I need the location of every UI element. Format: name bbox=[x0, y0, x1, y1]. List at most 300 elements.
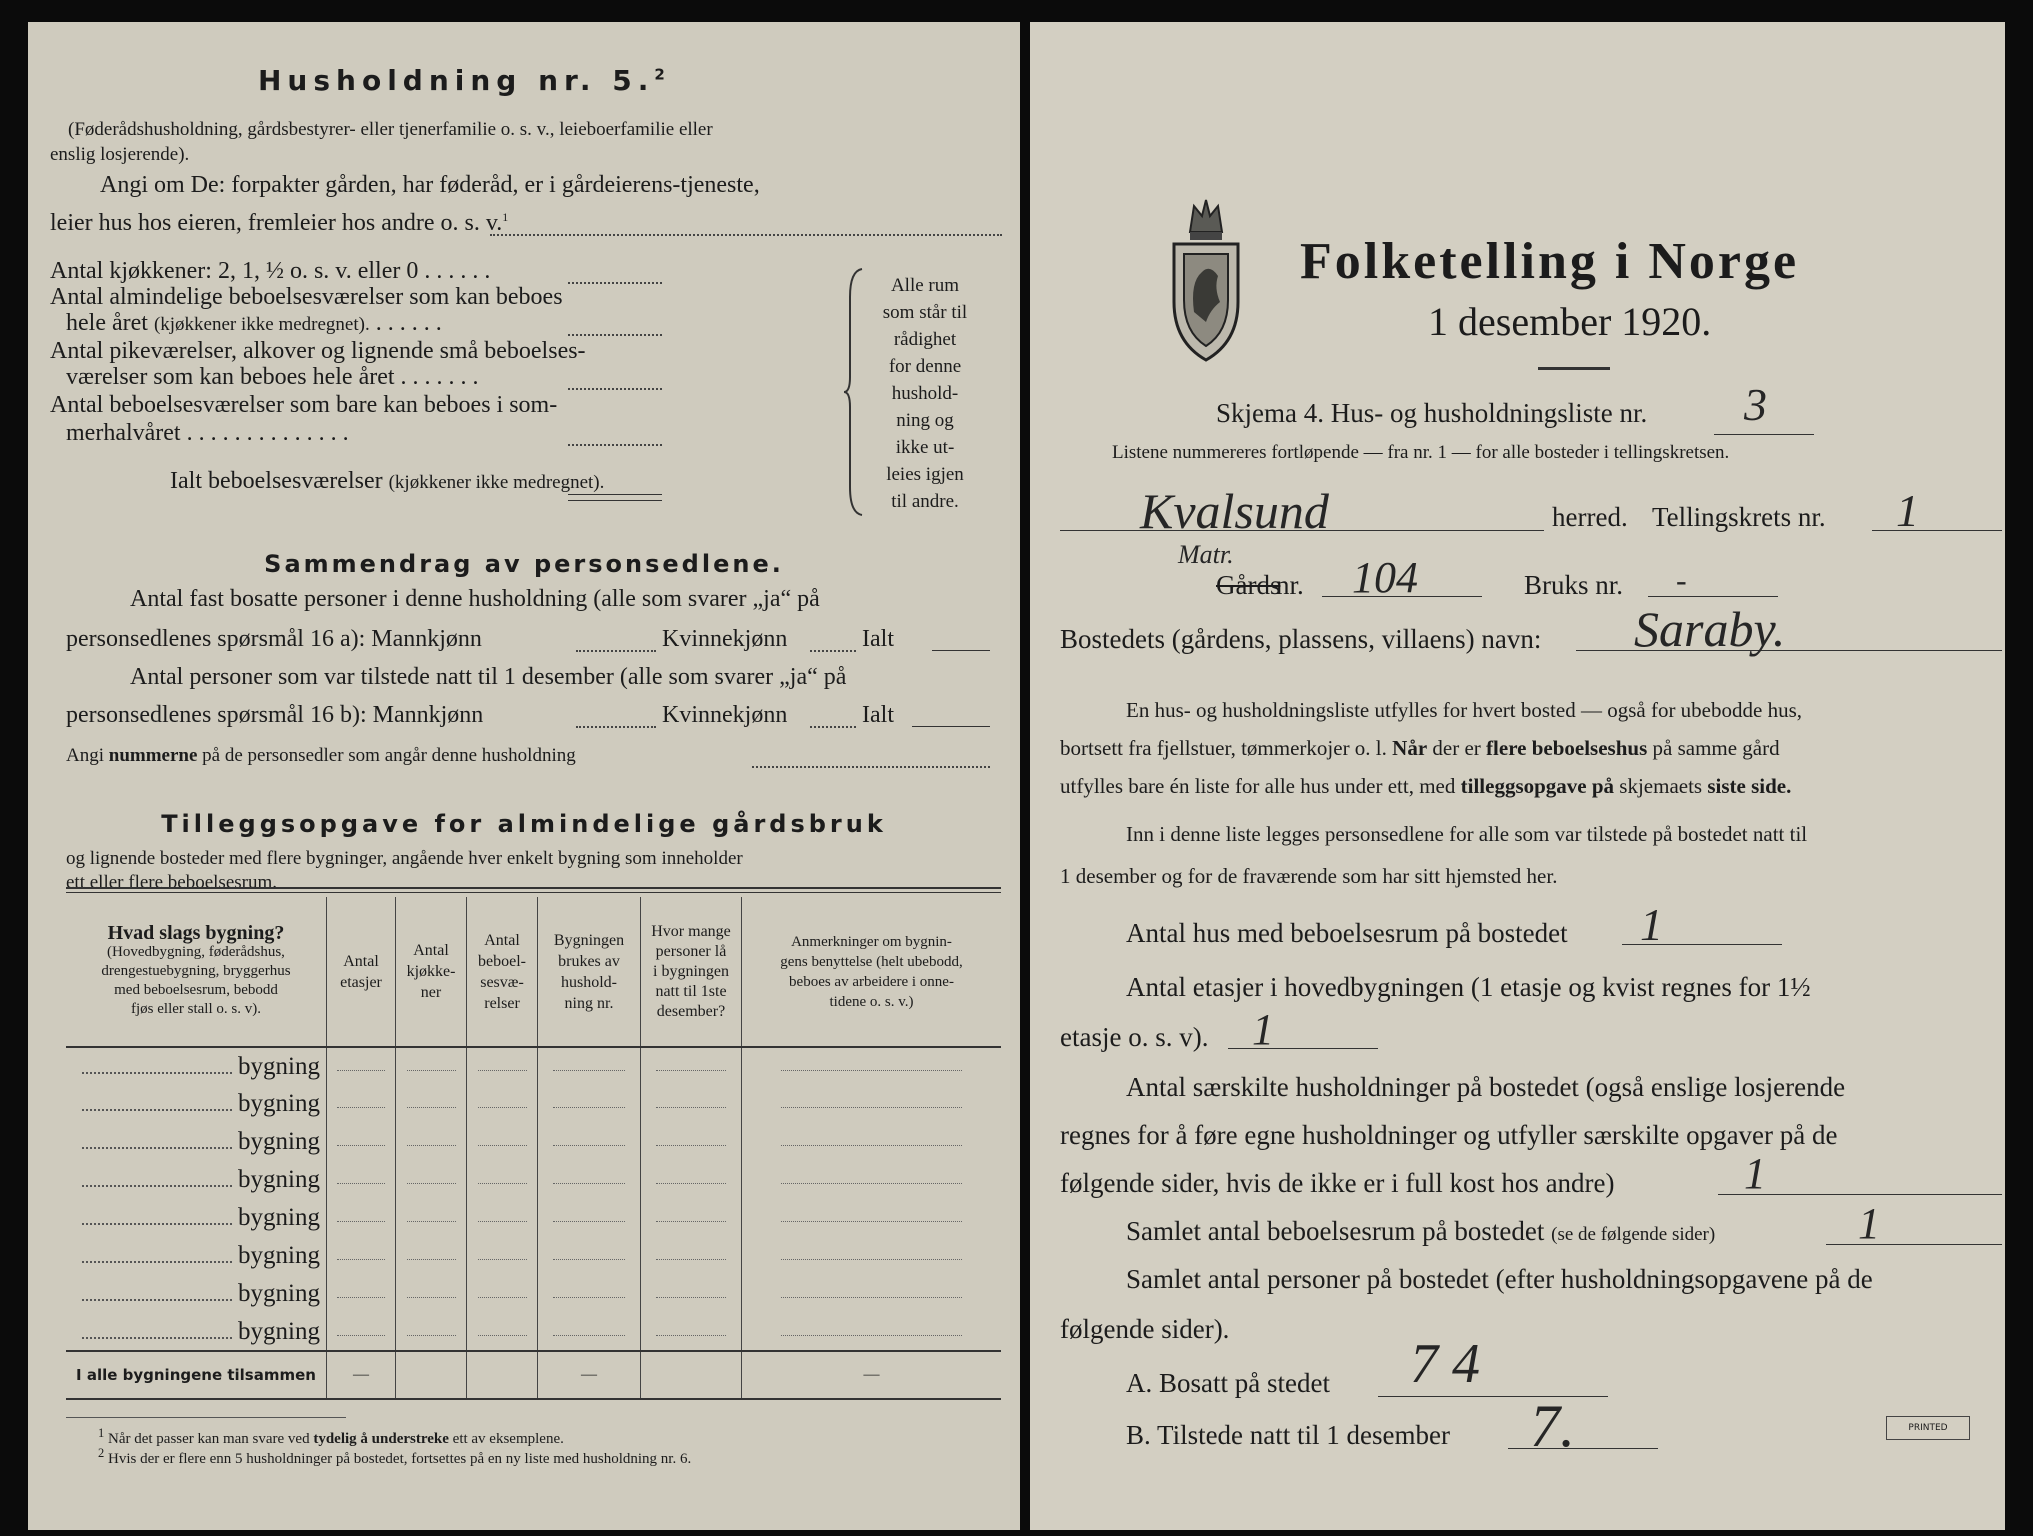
cell-field bbox=[478, 1183, 527, 1184]
table-top-rule bbox=[66, 887, 1001, 889]
floors-cell[interactable] bbox=[327, 1199, 396, 1237]
table-row bbox=[66, 1123, 1001, 1161]
household-cell[interactable] bbox=[538, 1275, 641, 1313]
list-number-value: 3 bbox=[1744, 379, 1767, 430]
col-rooms-line: beboel- bbox=[478, 952, 526, 970]
cell-field bbox=[656, 1183, 726, 1184]
building-type-field[interactable] bbox=[82, 1299, 232, 1301]
footnote-1-post: ett av eksemplene. bbox=[448, 1431, 564, 1447]
col-persons-line: i bygningen bbox=[653, 962, 729, 980]
floors-cell[interactable] bbox=[327, 1161, 396, 1199]
brace-note-line: for denne bbox=[888, 356, 962, 377]
brace-note-line: ning og bbox=[896, 410, 954, 431]
building-type-field[interactable] bbox=[82, 1337, 232, 1339]
angi-line-2 bbox=[50, 210, 508, 237]
cell-field bbox=[478, 1297, 527, 1298]
cell-field bbox=[337, 1297, 385, 1298]
total-rooms[interactable] bbox=[467, 1351, 538, 1399]
summary-present-1: Antal personer som var tilstede natt til 1 desember (alle som svarer „ja“ på bbox=[130, 664, 847, 690]
instr1-line3-mid: skjemaets bbox=[1614, 774, 1708, 798]
table-top-rule-2 bbox=[66, 892, 1001, 893]
cell-field bbox=[553, 1070, 624, 1071]
rooms-total-small: (kjøkkener ikke medregnet). bbox=[388, 472, 605, 493]
rooms-summer-1: Antal beboelsesværelser som bare kan beboes i som- bbox=[50, 392, 558, 418]
household-cell[interactable] bbox=[538, 1123, 641, 1161]
bygning-label: bygning bbox=[238, 1090, 320, 1117]
table-row bbox=[66, 1275, 1001, 1313]
kitchens-cell[interactable] bbox=[396, 1237, 467, 1275]
persons-cell[interactable] bbox=[641, 1313, 742, 1351]
cell-field bbox=[478, 1145, 527, 1146]
total-household[interactable]: — bbox=[538, 1351, 641, 1399]
building-type-field[interactable] bbox=[82, 1261, 232, 1263]
household-cell[interactable] bbox=[538, 1199, 641, 1237]
census-date: 1 desember 1920. bbox=[1428, 299, 1712, 344]
bosted-value: Saraby. bbox=[1634, 601, 1786, 657]
rooms-ordinary-2-dots: . . . . . . bbox=[375, 310, 442, 336]
title-rule bbox=[1538, 367, 1610, 370]
col-household-line: ning nr. bbox=[564, 994, 614, 1012]
household-cell[interactable] bbox=[538, 1313, 641, 1351]
cell-field bbox=[553, 1259, 624, 1260]
gards-struck-label: Gårds bbox=[1216, 570, 1281, 600]
tillegg-heading: Tilleggsopgave for almindelige gårdsbruk bbox=[161, 810, 887, 838]
col-persons-line: Hvor mange bbox=[651, 922, 731, 940]
summer-rooms-field[interactable] bbox=[568, 444, 662, 446]
cell-field bbox=[478, 1221, 527, 1222]
rooms-cell[interactable] bbox=[467, 1275, 538, 1313]
col-persons bbox=[641, 897, 742, 1047]
q-etasjer-field[interactable] bbox=[1228, 1048, 1378, 1049]
rooms-summer-2: merhalvåret . . . . . . . . . . . . . . bbox=[66, 420, 349, 446]
cell-field bbox=[407, 1335, 456, 1336]
col-persons-line: personer lå bbox=[655, 942, 727, 960]
bruks-value: - bbox=[1676, 562, 1687, 598]
cell-field bbox=[553, 1335, 624, 1336]
rooms-ordinary-2 bbox=[66, 310, 442, 337]
rooms-cell[interactable] bbox=[467, 1085, 538, 1123]
kitchens-cell[interactable] bbox=[396, 1085, 467, 1123]
col-remarks-line: tidene o. s. v.) bbox=[829, 993, 914, 1010]
footnote-2-num: 2 bbox=[98, 1446, 105, 1460]
summary-angi-post: på de personsedler som angår denne husholdning bbox=[197, 745, 576, 766]
col-household-line: Bygningen bbox=[553, 931, 625, 949]
a-label: A. Bosatt på stedet bbox=[1126, 1368, 1330, 1398]
cell-field bbox=[337, 1107, 385, 1108]
instr1-line2-pre: bortsett fra fjellstuer, tømmerkojer o. l. bbox=[1060, 736, 1393, 760]
summary-fast-kvinne: Kvinnekjønn bbox=[662, 626, 788, 652]
cell-field bbox=[656, 1107, 726, 1108]
remarks-cell[interactable] bbox=[742, 1313, 1002, 1351]
cell-field bbox=[407, 1297, 456, 1298]
floors-cell[interactable] bbox=[327, 1237, 396, 1275]
summary-fast-1: Antal fast bosatte personer i denne husholdning (alle som svarer „ja“ på bbox=[130, 586, 820, 612]
cell-field bbox=[656, 1297, 726, 1298]
col-kitchens-line: Antal bbox=[413, 942, 449, 959]
instr1-line3 bbox=[1060, 774, 1791, 799]
gards-nr-label: nr. bbox=[1276, 570, 1304, 600]
footnote-2-text: Hvis der er flere enn 5 husholdninger på bostedet, fortsettes på en ny liste med husholdning nr. 6. bbox=[108, 1451, 692, 1467]
buildings-table bbox=[66, 897, 1001, 1400]
q-hus-value: 1 bbox=[1640, 899, 1663, 950]
household-subtitle-2: enslig losjerende). bbox=[50, 144, 190, 165]
instr1-line3-bold2: siste side. bbox=[1707, 774, 1792, 798]
cell-field bbox=[407, 1183, 456, 1184]
building-type-field[interactable] bbox=[82, 1147, 232, 1149]
q-hus-label: Antal hus med beboelsesrum på bostedet bbox=[1126, 918, 1568, 948]
coat-of-arms-icon bbox=[1170, 192, 1242, 364]
table-row bbox=[66, 1237, 1001, 1275]
cell-field bbox=[553, 1183, 624, 1184]
list-number-field[interactable] bbox=[1714, 434, 1814, 435]
fast-women-field[interactable] bbox=[810, 650, 856, 652]
instr1-line2-post: på samme gård bbox=[1647, 736, 1780, 760]
brace-icon bbox=[842, 267, 868, 517]
col-kitchens-line: kjøkke- bbox=[406, 963, 456, 980]
col-remarks-line: beboes av arbeidere i onne- bbox=[789, 973, 954, 990]
rooms-maid-2: værelser som kan beboes hele året . . . . . . . bbox=[66, 364, 479, 390]
building-type-cell[interactable] bbox=[66, 1313, 327, 1351]
cell-field bbox=[656, 1335, 726, 1336]
table-row bbox=[66, 1199, 1001, 1237]
col-household bbox=[538, 897, 641, 1047]
cell-field bbox=[781, 1183, 962, 1184]
cell-field bbox=[553, 1145, 624, 1146]
brace-note-line: rådighet bbox=[893, 329, 957, 350]
building-type-cell[interactable] bbox=[66, 1085, 327, 1123]
footnote-1 bbox=[98, 1426, 564, 1448]
footnote-1-bold: tydelig å understreke bbox=[313, 1431, 449, 1447]
col-household-line: hushold- bbox=[561, 973, 617, 991]
footnote-2 bbox=[98, 1446, 691, 1468]
kitchens-cell[interactable] bbox=[396, 1161, 467, 1199]
rooms-kitchens: Antal kjøkkener: 2, 1, ½ o. s. v. eller 0 . . . . . . bbox=[50, 258, 491, 284]
cell-field bbox=[407, 1070, 456, 1071]
bruks-field[interactable] bbox=[1648, 596, 1778, 597]
rooms-total bbox=[170, 468, 604, 495]
cell-field bbox=[407, 1145, 456, 1146]
kitchens-cell[interactable] bbox=[396, 1275, 467, 1313]
q-rum-label bbox=[1126, 1216, 1715, 1247]
persons-cell[interactable] bbox=[641, 1199, 742, 1237]
persons-cell[interactable] bbox=[641, 1275, 742, 1313]
building-type-field[interactable] bbox=[82, 1223, 232, 1225]
q-etasjer-value: 1 bbox=[1252, 1005, 1274, 1054]
instr2-line1: Inn i denne liste legges personsedlene for alle som var tilstede på bostedet natt til bbox=[1126, 822, 1808, 846]
persons-cell[interactable] bbox=[641, 1123, 742, 1161]
footnote-1-pre: Når det passer kan man svare ved bbox=[108, 1431, 314, 1447]
household-cell[interactable] bbox=[538, 1047, 641, 1085]
rooms-cell[interactable] bbox=[467, 1199, 538, 1237]
q-hush-line3: følgende sider, hvis de ikke er i full kost hos andre) bbox=[1060, 1168, 1615, 1198]
brace-note-line: som står til bbox=[882, 302, 968, 323]
cell-field bbox=[656, 1259, 726, 1260]
col-floors-line: Antal bbox=[343, 952, 379, 970]
present-women-field[interactable] bbox=[810, 726, 856, 728]
summary-fast-ialt: Ialt bbox=[862, 626, 894, 652]
building-type-field[interactable] bbox=[82, 1072, 232, 1074]
bosted-label: Bostedets (gårdens, plassens, villaens) navn: bbox=[1060, 624, 1542, 654]
kitchens-cell[interactable] bbox=[396, 1313, 467, 1351]
col-rooms-line: relser bbox=[484, 994, 520, 1012]
total-rooms-underline bbox=[568, 500, 662, 501]
instr1-line2-bold: Når bbox=[1392, 736, 1428, 760]
cell-field bbox=[553, 1297, 624, 1298]
household-cell[interactable] bbox=[538, 1161, 641, 1199]
building-type-cell[interactable] bbox=[66, 1161, 327, 1199]
rooms-cell[interactable] bbox=[467, 1123, 538, 1161]
brace-note-line: ikke ut- bbox=[895, 437, 955, 458]
table-row bbox=[66, 1313, 1001, 1351]
q-rum-small: (se de følgende sider) bbox=[1551, 1224, 1716, 1245]
cell-field bbox=[553, 1107, 624, 1108]
fast-total-field[interactable] bbox=[932, 650, 990, 651]
cell-field bbox=[781, 1070, 962, 1071]
remarks-cell[interactable] bbox=[742, 1199, 1002, 1237]
summary-angi bbox=[66, 745, 576, 767]
persons-cell[interactable] bbox=[641, 1237, 742, 1275]
col-building-type-line: drengestuebygning, bryggerhus bbox=[101, 963, 291, 979]
gards-value: 104 bbox=[1352, 553, 1418, 602]
angi-line-1: Angi om De: forpakter gården, har føderåd, er i gårdeierens-tjeneste, bbox=[100, 172, 760, 198]
angi-line-2-sup: 1 bbox=[502, 210, 509, 224]
col-remarks bbox=[742, 897, 1002, 1047]
present-total-field[interactable] bbox=[912, 726, 990, 727]
summary-angi-bold: nummerne bbox=[108, 745, 198, 766]
footnote-rule bbox=[66, 1417, 346, 1418]
total-row-label: I alle bygningene tilsammen bbox=[76, 1366, 316, 1384]
cell-field bbox=[407, 1107, 456, 1108]
remarks-cell[interactable] bbox=[742, 1275, 1002, 1313]
building-type-cell[interactable] bbox=[66, 1275, 327, 1313]
q-hush-line1: Antal særskilte husholdninger på bostedet (også enslige losjerende bbox=[1126, 1072, 1846, 1102]
cell-field bbox=[478, 1107, 527, 1108]
cell-field bbox=[407, 1221, 456, 1222]
rooms-maid-1: Antal pikeværelser, alkover og lignende små beboelses- bbox=[50, 338, 586, 364]
table-row bbox=[66, 1085, 1001, 1123]
kitchens-cell[interactable] bbox=[396, 1047, 467, 1085]
cell-field bbox=[337, 1221, 385, 1222]
rooms-cell[interactable] bbox=[467, 1237, 538, 1275]
cell-field bbox=[656, 1070, 726, 1071]
household-subtitle-1: (Føderådshusholdning, gårdsbestyrer- eller tjenerfamilie o. s. v., leieboerfamilie eller bbox=[68, 119, 713, 140]
col-kitchens bbox=[396, 897, 467, 1047]
printer-stamp: PRINTED bbox=[1886, 1416, 1970, 1440]
rooms-ordinary-2-text: hele året bbox=[66, 310, 148, 336]
building-type-cell[interactable] bbox=[66, 1047, 327, 1085]
col-remarks-line: gens benyttelse (helt ubebodd, bbox=[780, 953, 963, 970]
building-type-cell[interactable] bbox=[66, 1199, 327, 1237]
b-label: B. Tilstede natt til 1 desember bbox=[1126, 1420, 1450, 1450]
present-men-field[interactable] bbox=[576, 726, 656, 728]
col-persons-line: desember? bbox=[656, 1002, 726, 1020]
angi-line-2-text: leier hus hos eieren, fremleier hos andre o. s. v. bbox=[50, 210, 503, 236]
instr1-line1: En hus- og husholdningsliste utfylles for hvert bosted — også for ubebodde hus, bbox=[1126, 698, 1802, 722]
cell-field bbox=[781, 1221, 962, 1222]
cell-field bbox=[407, 1259, 456, 1260]
herred-value: Kvalsund bbox=[1140, 483, 1329, 539]
col-persons-line: natt til 1ste bbox=[655, 982, 727, 1000]
maid-rooms-field[interactable] bbox=[568, 388, 662, 390]
household-title-sup: 2 bbox=[654, 65, 671, 84]
instr1-line2 bbox=[1060, 736, 1780, 761]
remarks-cell[interactable] bbox=[742, 1237, 1002, 1275]
col-rooms bbox=[467, 897, 538, 1047]
brace-note bbox=[870, 272, 980, 515]
rooms-total-text: Ialt beboelsesværelser bbox=[170, 468, 383, 494]
brace-note-line: hushold- bbox=[891, 383, 959, 404]
summary-heading: Sammendrag av personsedlene. bbox=[264, 550, 784, 578]
persons-cell[interactable] bbox=[641, 1161, 742, 1199]
bygning-label: bygning bbox=[238, 1166, 320, 1193]
bygning-label: bygning bbox=[238, 1128, 320, 1155]
household-title bbox=[258, 64, 671, 97]
cell-field bbox=[781, 1145, 962, 1146]
angi-numbers-field[interactable] bbox=[752, 766, 990, 768]
cell-field bbox=[337, 1070, 385, 1071]
col-building-type-line: fjøs eller stall o. s. v). bbox=[131, 1001, 261, 1017]
building-type-cell[interactable] bbox=[66, 1237, 327, 1275]
household-title-text: Husholdning nr. 5. bbox=[258, 64, 655, 97]
instr1-line3-pre: utfylles bare én liste for alle hus under ett, med bbox=[1060, 774, 1461, 798]
floors-cell[interactable] bbox=[327, 1275, 396, 1313]
census-title: Folketelling i Norge bbox=[1300, 233, 1800, 290]
building-type-field[interactable] bbox=[82, 1109, 232, 1111]
bygning-label: bygning bbox=[238, 1280, 320, 1307]
col-building-type-line: (Hovedbygning, føderådshus, bbox=[107, 944, 285, 960]
col-building-type-title: Hvad slags bygning? bbox=[107, 922, 285, 944]
total-row bbox=[66, 1351, 1001, 1399]
cell-field bbox=[781, 1297, 962, 1298]
tellingskrets-label: Tellingskrets nr. bbox=[1652, 502, 1826, 532]
rooms-cell[interactable] bbox=[467, 1313, 538, 1351]
table-body bbox=[66, 1047, 1001, 1351]
bygning-label: bygning bbox=[238, 1317, 320, 1345]
floors-cell[interactable] bbox=[327, 1085, 396, 1123]
bygning-label: bygning bbox=[238, 1204, 320, 1231]
q-pers-line2: følgende sider). bbox=[1060, 1314, 1230, 1344]
col-building-type-line: med beboelsesrum, bebodd bbox=[114, 982, 278, 998]
col-rooms-line: Antal bbox=[484, 931, 520, 949]
q-etasjer-line2: etasje o. s. v). bbox=[1060, 1022, 1209, 1052]
cell-field bbox=[478, 1070, 527, 1071]
q-pers-line1: Samlet antal personer på bostedet (efter husholdningsopgavene på de bbox=[1126, 1264, 1873, 1294]
table-header-row bbox=[66, 897, 1001, 1047]
bygning-label: bygning bbox=[238, 1242, 320, 1269]
q-hush-line2: regnes for å føre egne husholdninger og utfyller særskilte opgaver på de bbox=[1060, 1120, 1838, 1150]
floors-cell[interactable] bbox=[327, 1047, 396, 1085]
cell-field bbox=[656, 1221, 726, 1222]
total-persons[interactable] bbox=[641, 1351, 742, 1399]
herred-label: herred. bbox=[1552, 502, 1628, 532]
cell-field bbox=[781, 1335, 962, 1336]
tillegg-sub-1: og lignende bosteder med flere bygninger, angående hver enkelt bygning som inneholder bbox=[66, 848, 743, 869]
b-value: 7. bbox=[1530, 1393, 1575, 1459]
rooms-cell[interactable] bbox=[467, 1047, 538, 1085]
a-value: 7 4 bbox=[1410, 1333, 1480, 1395]
total-floors[interactable]: — bbox=[327, 1351, 396, 1399]
building-type-cell[interactable] bbox=[66, 1123, 327, 1161]
cell-field bbox=[478, 1259, 527, 1260]
summary-present-ialt: Ialt bbox=[862, 702, 894, 728]
building-type-field[interactable] bbox=[82, 1185, 232, 1187]
remarks-cell[interactable] bbox=[742, 1161, 1002, 1199]
q-etasjer-line1: Antal etasjer i hovedbygningen (1 etasje og kvist regnes for 1½ bbox=[1126, 972, 1811, 1002]
persons-cell[interactable] bbox=[641, 1085, 742, 1123]
remarks-cell[interactable] bbox=[742, 1085, 1002, 1123]
tillegg-sub-2: ett eller flere beboelsesrum. bbox=[66, 872, 278, 893]
col-household-line: brukes av bbox=[558, 952, 620, 970]
q-rum-field[interactable] bbox=[1826, 1244, 2002, 1245]
tellingskrets-value: 1 bbox=[1896, 485, 1919, 536]
remarks-cell[interactable] bbox=[742, 1047, 1002, 1085]
total-kitchens[interactable] bbox=[396, 1351, 467, 1399]
summary-present-2: personsedlenes spørsmål 16 b): Mannkjønn bbox=[66, 702, 484, 728]
col-remarks-line: Anmerkninger om bygnin- bbox=[791, 933, 952, 950]
right-page bbox=[1030, 22, 2005, 1530]
floors-cell[interactable] bbox=[327, 1123, 396, 1161]
rooms-ordinary-1: Antal almindelige beboelsesværelser som kan beboes bbox=[50, 284, 563, 310]
left-page bbox=[28, 22, 1020, 1530]
cell-field bbox=[337, 1335, 385, 1336]
household-cell[interactable] bbox=[538, 1085, 641, 1123]
rooms-ordinary-2-small: (kjøkkener ikke medregnet). bbox=[153, 314, 370, 335]
cell-field bbox=[337, 1259, 385, 1260]
tellingskrets-field[interactable] bbox=[1872, 530, 2002, 531]
remarks-cell[interactable] bbox=[742, 1123, 1002, 1161]
total-remarks[interactable]: — bbox=[742, 1351, 1002, 1399]
ordinary-rooms-field[interactable] bbox=[568, 334, 662, 336]
persons-cell[interactable] bbox=[641, 1047, 742, 1085]
q-rum-value: 1 bbox=[1858, 1199, 1880, 1248]
kitchens-cell[interactable] bbox=[396, 1123, 467, 1161]
col-rooms-line: sesvæ- bbox=[480, 973, 524, 991]
cell-field bbox=[478, 1335, 527, 1336]
footnote-1-num: 1 bbox=[98, 1426, 105, 1440]
angi-fill-line[interactable] bbox=[490, 234, 1002, 236]
cell-field bbox=[337, 1183, 385, 1184]
fast-men-field[interactable] bbox=[576, 650, 656, 652]
col-floors-line: etasjer bbox=[340, 973, 382, 991]
brace-note-line: til andre. bbox=[891, 491, 959, 512]
rooms-cell[interactable] bbox=[467, 1161, 538, 1199]
cell-field bbox=[337, 1145, 385, 1146]
gards-correction: Matr. bbox=[1178, 540, 1234, 569]
col-building-type bbox=[66, 897, 327, 1047]
instr1-line3-bold: tilleggsopgave på bbox=[1460, 774, 1615, 798]
cell-field bbox=[781, 1107, 962, 1108]
summary-present-kvinne: Kvinnekjønn bbox=[662, 702, 788, 728]
instr2-line2: 1 desember og for de fraværende som har sitt hjemsted her. bbox=[1060, 864, 1558, 888]
brace-note-line: leies igjen bbox=[886, 464, 964, 485]
table-row bbox=[66, 1161, 1001, 1199]
instr1-line2-bold2: flere beboelseshus bbox=[1486, 736, 1648, 760]
floors-cell[interactable] bbox=[327, 1313, 396, 1351]
summary-fast-2: personsedlenes spørsmål 16 a): Mannkjønn bbox=[66, 626, 482, 652]
household-cell[interactable] bbox=[538, 1237, 641, 1275]
listene-note: Listene nummereres fortløpende — fra nr. 1 — for alle bosteder i tellingskretsen. bbox=[1112, 442, 1730, 463]
bygning-label: bygning bbox=[238, 1052, 320, 1080]
q-hush-value: 1 bbox=[1744, 1149, 1766, 1198]
brace-note-line: Alle rum bbox=[890, 275, 960, 296]
summary-angi-pre: Angi bbox=[66, 745, 109, 766]
cell-field bbox=[656, 1145, 726, 1146]
cell-field bbox=[781, 1259, 962, 1260]
kitchens-cell[interactable] bbox=[396, 1199, 467, 1237]
kitchens-field[interactable] bbox=[568, 282, 662, 284]
total-rooms-field[interactable] bbox=[568, 494, 662, 495]
q-rum-text: Samlet antal beboelsesrum på bostedet bbox=[1126, 1216, 1545, 1246]
